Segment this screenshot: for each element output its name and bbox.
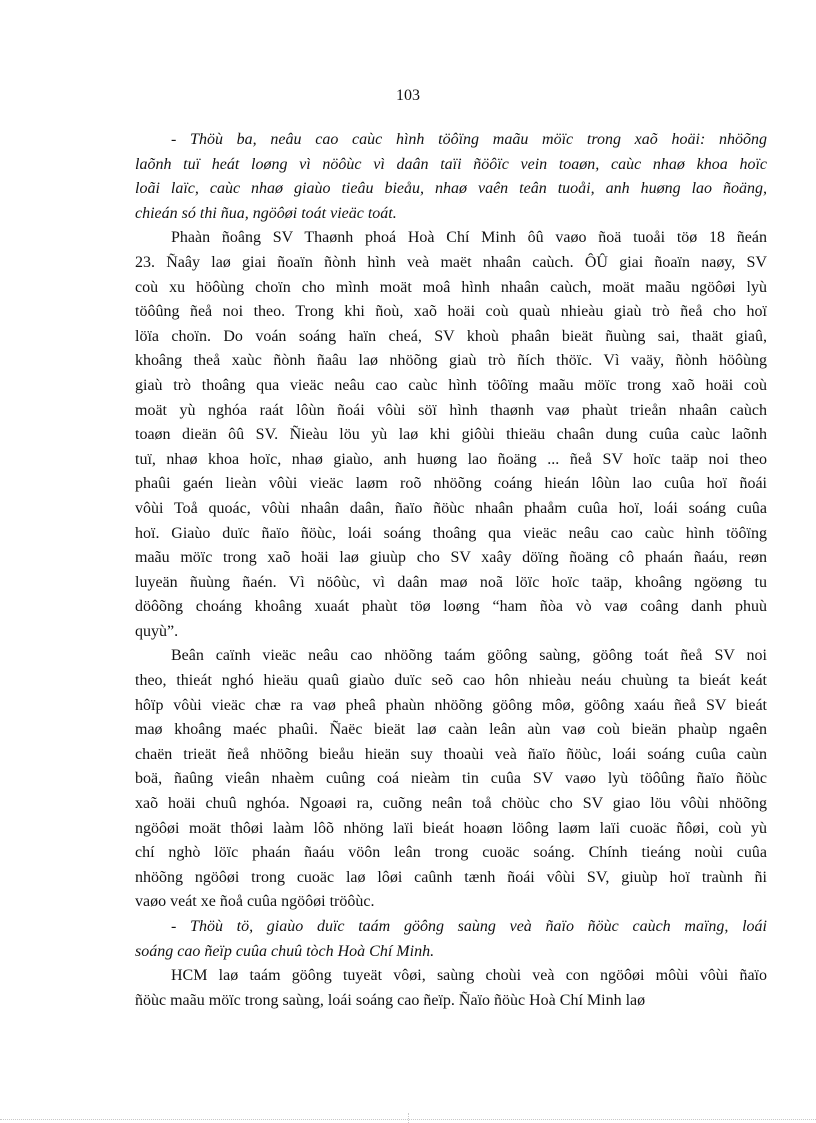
text-line: phaûi gaén lieàn vôùi vieäc laøm roõ nhöõng coáng hieán lôùn lao cuûa hoï ñoái [135,475,767,493]
text-line: khoâng theå xaùc ñònh ñaâu laø nhöõng giaù trò ñích thöïc. Vì vaäy, ñònh höôùng [135,352,767,370]
text-line: soáng cao ñeïp cuûa chuû tòch Hoà Chí Minh. [135,942,435,960]
text-line: HCM laø taám göông tuyeät vôøi, saùng choùi veà con ngöôøi môùi vôùi ñaïo [171,967,767,985]
body-paragraph [135,964,767,1013]
text-line: töôûng ñeå noi theo. Trong khi ñoù, xaõ hoäi coù quaù nhieàu giaù trò ñeå cho hoï [135,303,767,321]
italic-heading-paragraph [135,915,767,964]
text-line: 23. Ñaây laø giai ñoaïn ñònh hình veà maët nhaân caùch. ÔÛ giai ñoaïn naøy, SV [135,253,767,271]
text-line: coù xu höôùng choïn cho mình moät moâ hình nhaân caùch, moät maãu ngöôøi lyù [135,278,767,296]
text-line: döôõng choáng khoâng xuaát phaùt töø loøng “ham ñòa vò vaø coâng danh phuù [135,598,767,616]
text-line: nhöõng ngöôøi trong cuoäc laø lôøi caûnh tænh ñoái vôùi SV, giuùp hoï traùnh ñi [135,868,767,886]
text-line: maãu möïc trong xaõ hoäi laø giuùp cho SV xaây döïng ñoäng cô phaán ñaáu, reøn [135,549,767,567]
page-bottom-center-mark [408,1113,410,1123]
text-line: vôùi Toå quoác, vôùi nhaân daân, ñaïo ñöùc nhaân phaåm cuûa hoï, loái soáng cuûa [135,499,767,517]
text-line: hôïp vôùi vieäc chæ ra vaø pheâ phaùn nhöõng göông môø, göông xaáu ñeå SV bieát [135,696,767,714]
text-line: - Thöù ba, neâu cao caùc hình töôïng maãu möïc trong xaõ hoäi: nhöõng [171,131,767,148]
text-line: chieán só thi ñua, ngöôøi toát vieäc toát. [135,204,397,222]
text-line: laõnh tuï heát loøng vì nöôùc vì daân taïi ñöôïc vein toaøn, caùc nhaø khoa hoïc [135,155,767,173]
text-line: moät yù nghóa raát lôùn ñoái vôùi söï hình thaønh vaø phaùt trieån nhaân caùch [135,401,767,419]
text-line: boä, ñaûng vieân nhaèm cuûng coá nieàm tin cuûa SV vaøo lyù töôûng ñaïo ñöùc [135,770,767,788]
text-line: hoï. Giaùo duïc ñaïo ñöùc, loái soáng thoâng qua vieäc neâu cao caùc hình töôïng [135,524,767,542]
text-line: - Thöù tö, giaùo duïc taám göông saùng veà ñaïo ñöùc caùch maïng, loái [171,918,767,935]
text-line: luyeän ñuùng ñaén. Vì nöôùc, vì daân maø noã löïc hoïc taäp, khoâng ngöøng tu [135,573,767,591]
document-body [135,128,767,1013]
text-line: xaõ hoäi chuû nghóa. Ngoaøi ra, cuõng neân toå chöùc cho SV giao löu vôùi nhöõng [135,795,767,813]
text-line: ngöôøi moät thôøi laàm lôõ nhöng laïi bieát hoaøn löông laøm laïi cuoäc ñôøi, coù yù [135,819,767,837]
body-paragraph [135,644,767,915]
text-line: giaù trò thoâng qua vieäc neâu cao caùc hình töôïng maãu möïc trong xaõ hoäi coù [135,376,767,394]
page-number: 103 [396,87,420,104]
italic-heading-paragraph [135,128,767,226]
body-paragraph [135,226,767,644]
text-line: loãi laïc, caùc nhaø giaùo tieâu bieåu, nhaø vaên teân tuoåi, anh huøng lao ñoäng, [135,180,767,198]
text-line: ñöùc maãu möïc trong saùng, loái soáng cao ñeïp. Ñaïo ñöùc Hoà Chí Minh laø [135,991,646,1009]
text-line: vaøo veát xe ñoå cuûa ngöôøi tröôùc. [135,893,375,911]
text-line: Phaàn ñoâng SV Thaønh phoá Hoà Chí Minh ôû vaøo ñoä tuoåi töø 18 ñeán [171,229,767,247]
text-line: chí nghò löïc phaán ñaáu vöôn leân trong cuoäc soáng. Chính tieáng noùi cuûa [135,844,767,862]
text-line: löïa choïn. Do voán soáng haïn cheá, SV khoù phaân bieät ñuùng sai, thaät giaû, [135,327,767,345]
text-line: theo, thieát nghó hieäu quaû giaùo duïc seõ cao hôn nhieàu neáu chuùng ta bieát keát [135,672,767,690]
text-line: tuï, nhaø khoa hoïc, nhaø giaùo, anh huøng lao ñoäng ... ñeå SV hoïc taäp noi theo [135,450,767,468]
text-line: toaøn dieän ôû SV. Ñieàu löu yù laø khi giôùi thieäu chaân dung cuûa caùc laõnh [135,426,767,444]
text-line: chaën trieät ñeå nhöõng bieåu hieän suy thoaùi veà ñaïo ñöùc, loái soáng cuûa caùn [135,745,767,763]
text-line: maø khoâng maéc phaûi. Ñaëc bieät laø caàn leân aùn vaø coù bieän phaùp ngaên [135,721,767,739]
text-line: quyù”. [135,622,179,640]
text-line: Beân caïnh vieäc neâu cao nhöõng taám göông saùng, göông toát ñeå SV noi [171,647,767,665]
